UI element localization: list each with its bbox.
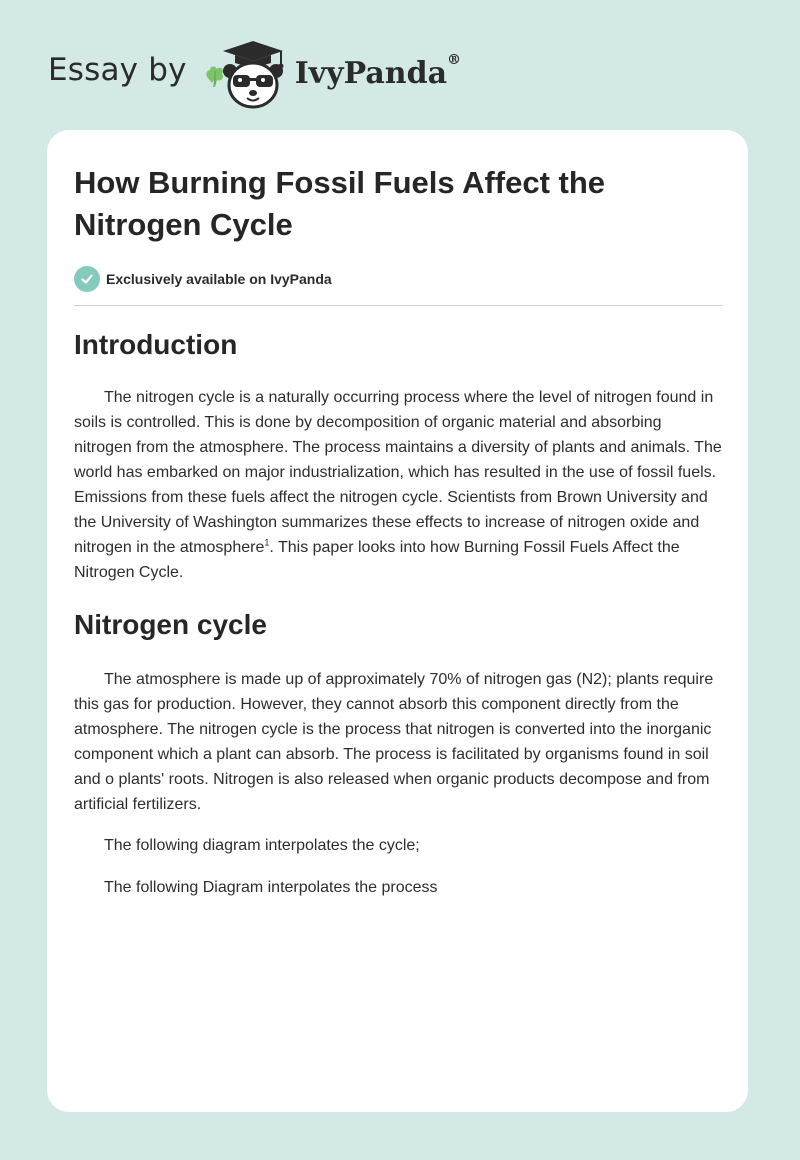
- badge-label: Exclusively available on IvyPanda: [106, 271, 332, 287]
- section-heading-nitrogen-cycle: Nitrogen cycle: [74, 609, 267, 640]
- diagram-caption-cycle: The following diagram interpolates the cycle;: [104, 837, 420, 854]
- essay-by-label: Essay by: [48, 52, 187, 88]
- nitrogen-cycle-paragraph: The atmosphere is made up of approximately 70% of nitrogen gas (N2); plants require this gas for production. However, they cannot absorb this component directly from the atmosphere. The nitrogen cycle is the process that nitrogen is converted into the inorganic component which a plant can absorb. The process is facilitated by organisms found in soil and o plants' roots. Nitrogen is also released when organic products decompose and from artificial fertilizers.: [74, 671, 714, 813]
- essay-card: [47, 130, 748, 1112]
- brand-name[interactable]: IvyPanda®: [294, 51, 462, 91]
- introduction-paragraph: The nitrogen cycle is a naturally occurring process where the level of nitrogen found in soils is controlled. This is done by decomposition of organic material and absorbing nitrogen from the atmosphere. The process maintains a diversity of plants and animals. The world has embarked on major industrialization, which has resulted in the use of fossil fuels. Emissions from these fuels affect the nitrogen cycle. Scientists from Brown University and the University of Washington summarizes these effects to increase of nitrogen oxide and nitrogen in the atmosphere$^1$. This paper looks into how Burning Fossil Fuels Affect the Nitrogen Cycle.: [74, 389, 722, 581]
- exclusive-badge: [74, 266, 722, 292]
- divider: [74, 305, 723, 306]
- check-icon: [74, 266, 100, 292]
- page-title: How Burning Fossil Fuels Affect the Nitrogen Cycle: [74, 165, 606, 242]
- footnote-marker[interactable]: 1: [264, 537, 270, 548]
- diagram-caption-process: The following Diagram interpolates the process: [104, 879, 438, 896]
- section-heading-introduction: Introduction: [74, 329, 238, 360]
- site-header: [48, 34, 461, 114]
- panda-logo-icon[interactable]: [201, 37, 291, 111]
- registered-mark: ®: [447, 51, 462, 68]
- ivy-leaf-icon: [206, 66, 223, 87]
